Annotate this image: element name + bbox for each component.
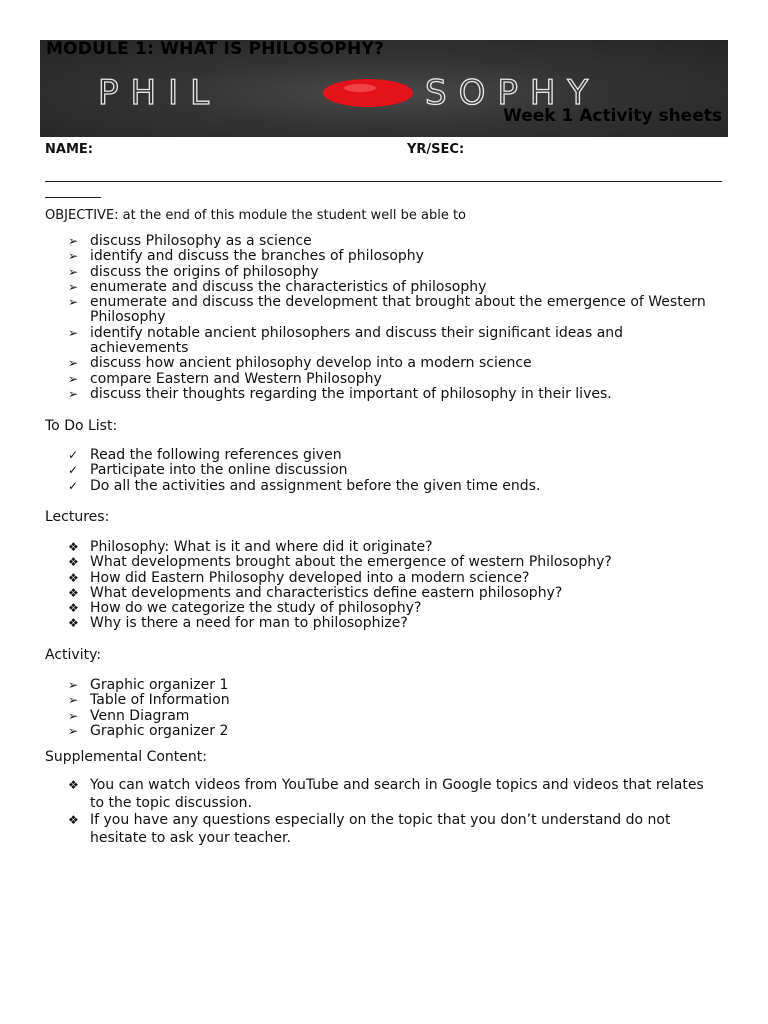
bullet-icon: ➢ [68, 371, 79, 386]
objective-intro: OBJECTIVE: at the end of this module the student well be able to [45, 208, 466, 223]
logo-text-right: SOPHY [425, 73, 601, 113]
bullet-icon: ✓ [68, 478, 79, 493]
bullet-icon: ❖ [68, 555, 79, 570]
bullet-icon: ❖ [68, 570, 79, 585]
supplemental-item [68, 777, 718, 812]
lectures-list [68, 540, 718, 632]
list-item-text: Philosophy: What is it and where did it originate? [90, 539, 433, 555]
bullet-icon: ➢ [68, 264, 79, 279]
objective-item [68, 280, 718, 295]
lecture-item [68, 601, 718, 616]
bullet-icon: ➢ [68, 708, 79, 723]
bullet-icon: ❖ [68, 813, 79, 827]
logo-text-left: PHIL [98, 73, 222, 113]
name-label: NAME: [45, 142, 93, 157]
list-item-text: Graphic organizer 2 [90, 722, 229, 739]
list-item-text: Participate into the online discussion [90, 462, 348, 479]
supplemental-list [68, 777, 718, 847]
objective-item [68, 387, 718, 402]
list-item-text: compare Eastern and Western Philosophy [90, 370, 382, 387]
list-item-text: enumerate and discuss the characteristics of philosophy [90, 278, 487, 295]
bullet-icon: ➢ [68, 678, 79, 692]
lecture-item [68, 555, 718, 570]
objective-item [68, 372, 718, 387]
list-item-text: Venn Diagram [90, 707, 190, 724]
list-item-text: discuss Philosophy as a science [90, 233, 312, 249]
list-item-text: identify notable ancient philosophers and discuss their significant ideas and achievements [90, 324, 624, 357]
bullet-icon: ➢ [68, 386, 79, 401]
activity-label: Activity: [45, 647, 102, 663]
supplemental-item [68, 812, 718, 847]
list-item-text: How did Eastern Philosophy developed into a modern science? [90, 569, 530, 586]
header-banner [40, 40, 728, 137]
activity-item [68, 678, 718, 693]
objective-item [68, 295, 718, 326]
bullet-icon: ❖ [68, 616, 79, 631]
lecture-item [68, 616, 718, 631]
objective-item [68, 234, 718, 249]
objective-item [68, 265, 718, 280]
bullet-icon: ➢ [68, 693, 79, 708]
yrsec-label: YR/SEC: [407, 142, 465, 157]
objective-list [68, 234, 718, 402]
bullet-icon: ➢ [68, 279, 79, 294]
list-item-text: You can watch videos from YouTube and search in Google topics and videos that relates to the topic discussion. [90, 777, 704, 811]
objective-item [68, 356, 718, 371]
lecture-item [68, 540, 718, 555]
list-item-text: enumerate and discuss the development that brought about the emergence of Western Philosophy [90, 294, 706, 326]
bullet-icon: ❖ [68, 601, 79, 616]
bullet-icon: ✓ [68, 448, 79, 462]
todo-item [68, 463, 718, 478]
todo-list [68, 448, 718, 494]
bullet-icon: ➢ [68, 234, 79, 248]
activity-list [68, 678, 718, 739]
bullet-icon: ❖ [68, 778, 79, 792]
bullet-icon: ➢ [68, 723, 79, 738]
bullet-icon: ➢ [68, 295, 79, 310]
list-item-text: Graphic organizer 1 [90, 677, 229, 693]
todo-label: To Do List: [45, 418, 118, 434]
supplemental-label: Supplemental Content: [45, 749, 207, 765]
answer-line-continued [45, 197, 101, 198]
objective-item [68, 326, 718, 357]
list-item-text: What developments brought about the emergence of western Philosophy? [90, 554, 612, 571]
todo-item [68, 448, 718, 463]
list-item-text: Read the following references given [90, 447, 342, 463]
list-item-text: How do we categorize the study of philosophy? [90, 600, 422, 617]
bullet-icon: ➢ [68, 325, 79, 340]
list-item-text: Do all the activities and assignment before the given time ends. [90, 477, 541, 494]
bullet-icon: ➢ [68, 356, 79, 371]
list-item-text: identify and discuss the branches of philosophy [90, 248, 424, 265]
activity-item [68, 709, 718, 724]
list-item-text: discuss the origins of philosophy [90, 263, 319, 280]
answer-line [45, 181, 722, 182]
todo-item [68, 479, 718, 494]
student-fields [45, 142, 725, 157]
activity-item [68, 693, 718, 708]
objective-item [68, 249, 718, 264]
heart-icon [323, 79, 413, 107]
activity-item [68, 724, 718, 739]
bullet-icon: ❖ [68, 540, 79, 554]
list-item-text: Table of Information [90, 692, 230, 709]
bullet-icon: ➢ [68, 249, 79, 264]
week-subtitle: Week 1 Activity sheets [503, 106, 722, 126]
list-item-text: discuss their thoughts regarding the important of philosophy in their lives. [90, 385, 612, 402]
lectures-label: Lectures: [45, 509, 110, 525]
bullet-icon: ✓ [68, 463, 79, 478]
bullet-icon: ❖ [68, 585, 79, 600]
list-item-text: discuss how ancient philosophy develop into a modern science [90, 355, 532, 372]
lecture-item [68, 571, 718, 586]
list-item-text: If you have any questions especially on the topic that you don’t understand do not hesitate to ask your teacher. [90, 812, 671, 846]
list-item-text: What developments and characteristics define eastern philosophy? [90, 584, 563, 601]
list-item-text: Why is there a need for man to philosophize? [90, 615, 408, 632]
lecture-item [68, 586, 718, 601]
module-title: MODULE 1: WHAT IS PHILOSOPHY? [46, 40, 385, 59]
